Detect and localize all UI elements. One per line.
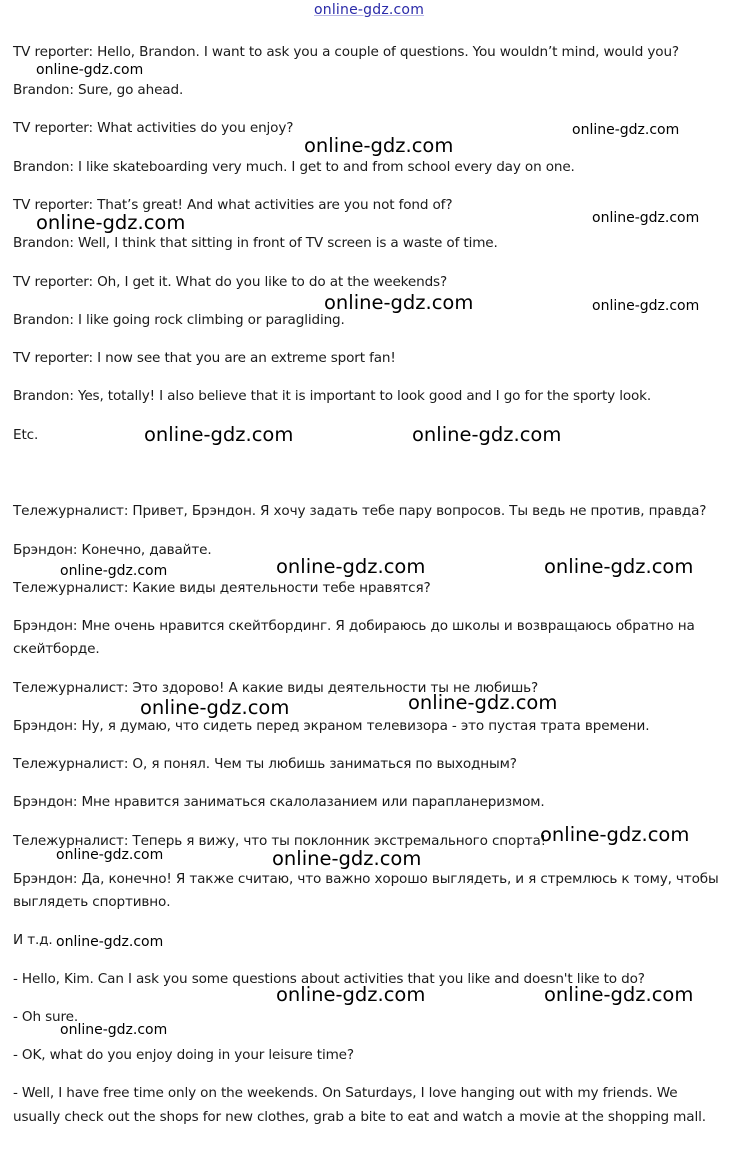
watermark: online-gdz.com [140,696,290,719]
dialogue-line: Тележурналист: Теперь я вижу, что ты поклонник экстремального спорта! [13,833,546,849]
watermark: online-gdz.com [304,134,454,157]
dialogue-line: TV reporter: That’s great! And what activities are you not fond of? [13,197,453,213]
dialogue-line: Brandon: Well, I think that sitting in front of TV screen is a waste of time. [13,235,498,251]
dialogue-line: скейтборде. [13,641,100,657]
dialogue-line: Брэндон: Мне нравится заниматься скалолазанием или парапланеризмом. [13,794,545,810]
dialogue-line: Brandon: I like skateboarding very much. I get to and from school every day on one. [13,159,575,175]
dialogue-line: Брэндон: Да, конечно! Я также считаю, что важно хорошо выглядеть, и я стремлюсь к тому, чтобы [13,871,719,887]
dialogue-line: - Well, I have free time only on the weekends. On Saturdays, I love hanging out with my friends. We [13,1085,678,1101]
watermark: online-gdz.com [144,423,294,446]
dialogue-line: Brandon: Yes, totally! I also believe that it is important to look good and I go for the sporty look. [13,388,652,404]
header-watermark: online-gdz.com [314,2,425,18]
watermark: online-gdz.com [56,847,164,863]
watermark: online-gdz.com [412,423,562,446]
dialogue-line: TV reporter: What activities do you enjoy? [13,120,294,136]
dialogue-line: Brandon: Sure, go ahead. [13,82,184,98]
dialogue-line: - Hello, Kim. Can I ask you some questions about activities that you like and doesn't like to do? [13,971,645,987]
dialogue-line: Брэндон: Ну, я думаю, что сидеть перед экраном телевизора - это пустая трата времени. [13,718,650,734]
watermark: online-gdz.com [276,555,426,578]
watermark: online-gdz.com [544,983,694,1006]
dialogue-line: TV reporter: Oh, I get it. What do you like to do at the weekends? [13,274,448,290]
watermark: online-gdz.com [540,823,690,846]
watermark: online-gdz.com [324,291,474,314]
watermark: online-gdz.com [272,847,422,870]
watermark: online-gdz.com [572,122,680,138]
dialogue-line: Тележурналист: Это здорово! А какие виды деятельности ты не любишь? [13,680,539,696]
dialogue-line: Etc. [13,427,39,443]
dialogue-line: Брэндон: Мне очень нравится скейтбординг. Я добираюсь до школы и возвращаюсь обратно на [13,618,695,634]
watermark: online-gdz.com [36,211,186,234]
dialogue-line: Тележурналист: Привет, Брэндон. Я хочу задать тебе пару вопросов. Ты ведь не против, правда? [13,503,707,519]
dialogue-line: Тележурналист: О, я понял. Чем ты любишь заниматься по выходным? [13,756,517,772]
dialogue-line: - Oh sure. [13,1009,79,1025]
dialogue-line: TV reporter: Hello, Brandon. I want to ask you a couple of questions. You wouldn’t mind, would you? [13,44,679,60]
dialogue-line: Брэндон: Конечно, давайте. [13,542,212,558]
watermark: online-gdz.com [544,555,694,578]
watermark: online-gdz.com [60,563,168,579]
dialogue-line: Brandon: I like going rock climbing or paragliding. [13,312,345,328]
watermark: online-gdz.com [60,1022,168,1038]
watermark: online-gdz.com [408,691,558,714]
dialogue-line: usually check out the shops for new clothes, grab a bite to eat and watch a movie at the shopping mall. [13,1109,706,1125]
watermark: online-gdz.com [276,983,426,1006]
watermark: online-gdz.com [592,298,700,314]
watermark: online-gdz.com [36,62,144,78]
watermark: online-gdz.com [56,934,164,950]
dialogue-line: - OK, what do you enjoy doing in your leisure time? [13,1047,354,1063]
watermark: online-gdz.com [592,210,700,226]
dialogue-line: Тележурналист: Какие виды деятельности тебе нравятся? [13,580,431,596]
dialogue-line: И т.д. [13,932,53,948]
dialogue-line: выглядеть спортивно. [13,894,171,910]
dialogue-line: TV reporter: I now see that you are an extreme sport fan! [13,350,396,366]
